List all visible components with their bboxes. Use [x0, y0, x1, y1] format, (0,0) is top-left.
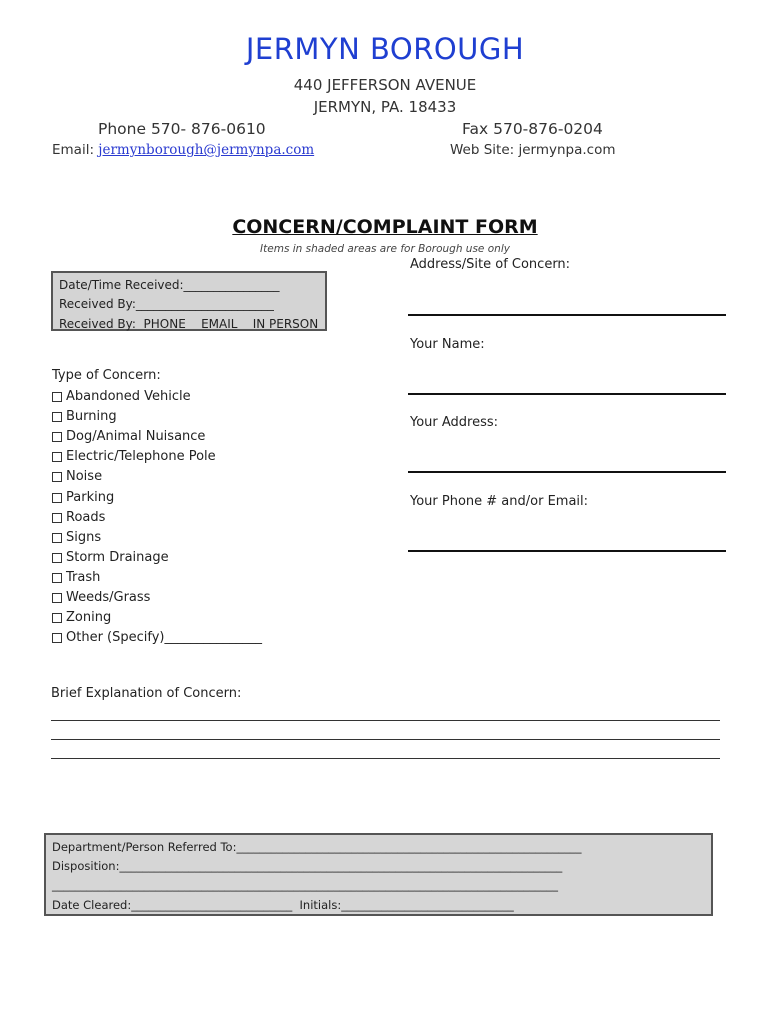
checkbox[interactable]	[52, 633, 62, 643]
disposition[interactable]: Disposition:_____________________________________________________________________________	[52, 859, 563, 873]
checkbox[interactable]	[52, 472, 62, 482]
fax-number: Fax 570-876-0204	[462, 120, 603, 138]
type-of-concern-label: Type of Concern:	[52, 368, 161, 383]
concern-option[interactable]: Electric/Telephone Pole	[52, 447, 262, 467]
concern-option[interactable]: Parking	[52, 487, 262, 507]
explanation-line-2[interactable]	[51, 739, 720, 740]
explanation-line-1[interactable]	[51, 720, 720, 721]
your-address-field[interactable]	[408, 471, 726, 473]
date-cleared-initials[interactable]: Date Cleared:____________________________ Initials:______________________________	[52, 898, 514, 912]
referred-to[interactable]: Department/Person Referred To:____________________________________________________________	[52, 840, 582, 854]
address-site-label: Address/Site of Concern:	[410, 257, 571, 272]
your-name-label: Your Name:	[410, 337, 485, 352]
concern-option[interactable]: Trash	[52, 568, 262, 588]
form-title: CONCERN/COMPLAINT FORM	[232, 216, 538, 238]
email-label: Email:	[52, 142, 99, 158]
checkbox[interactable]	[52, 432, 62, 442]
concern-option[interactable]: Dog/Animal Nuisance	[52, 427, 262, 447]
checkbox[interactable]	[52, 412, 62, 422]
website: Web Site: jermynpa.com	[450, 142, 616, 158]
disposition-extra-line[interactable]: ________________________________________________________________________________________	[52, 878, 558, 892]
disposition-box	[44, 833, 713, 916]
checkbox[interactable]	[52, 493, 62, 503]
form-subtitle: Items in shaded areas are for Borough use only	[260, 243, 510, 255]
checkbox[interactable]	[52, 392, 62, 402]
concern-option[interactable]: Zoning	[52, 608, 262, 628]
checkbox[interactable]	[52, 553, 62, 563]
concern-option[interactable]: Burning	[52, 407, 262, 427]
phone-email-label: Your Phone # and/or Email:	[410, 494, 589, 509]
concern-option[interactable]: Abandoned Vehicle	[52, 387, 262, 407]
email-line	[52, 142, 314, 158]
checkbox[interactable]	[52, 593, 62, 603]
date-time-received[interactable]: Date/Time Received:________________	[59, 278, 280, 292]
phone-email-field[interactable]	[408, 550, 726, 552]
checkbox[interactable]	[52, 613, 62, 623]
your-address-label: Your Address:	[410, 415, 499, 430]
concern-option[interactable]: Noise	[52, 467, 262, 487]
checkbox[interactable]	[52, 513, 62, 523]
email-link[interactable]: jermynborough@jermynpa.com	[98, 142, 315, 158]
explanation-line-3[interactable]	[51, 758, 720, 759]
concern-option[interactable]: Weeds/Grass	[52, 588, 262, 608]
checkbox[interactable]	[52, 533, 62, 543]
borough-title: JERMYN BOROUGH	[245, 32, 525, 66]
office-use-box	[51, 271, 327, 331]
brief-explanation-label: Brief Explanation of Concern:	[51, 686, 242, 701]
received-via[interactable]: Received By: PHONE EMAIL IN PERSON	[59, 317, 319, 331]
checkbox[interactable]	[52, 452, 62, 462]
checkbox[interactable]	[52, 573, 62, 583]
concern-option[interactable]: Roads	[52, 508, 262, 528]
concern-option[interactable]: Signs	[52, 528, 262, 548]
concern-option[interactable]: Storm Drainage	[52, 548, 262, 568]
address-line-2: JERMYN, PA. 18433	[313, 98, 457, 116]
received-by[interactable]: Received By:_______________________	[59, 297, 274, 311]
address-line-1: 440 JEFFERSON AVENUE	[293, 76, 477, 94]
your-name-field[interactable]	[408, 393, 726, 395]
address-site-field[interactable]	[408, 314, 726, 316]
concern-option[interactable]: Other (Specify)_______________	[52, 628, 262, 648]
concern-checklist	[52, 387, 262, 648]
phone-number: Phone 570- 876-0610	[98, 120, 266, 138]
